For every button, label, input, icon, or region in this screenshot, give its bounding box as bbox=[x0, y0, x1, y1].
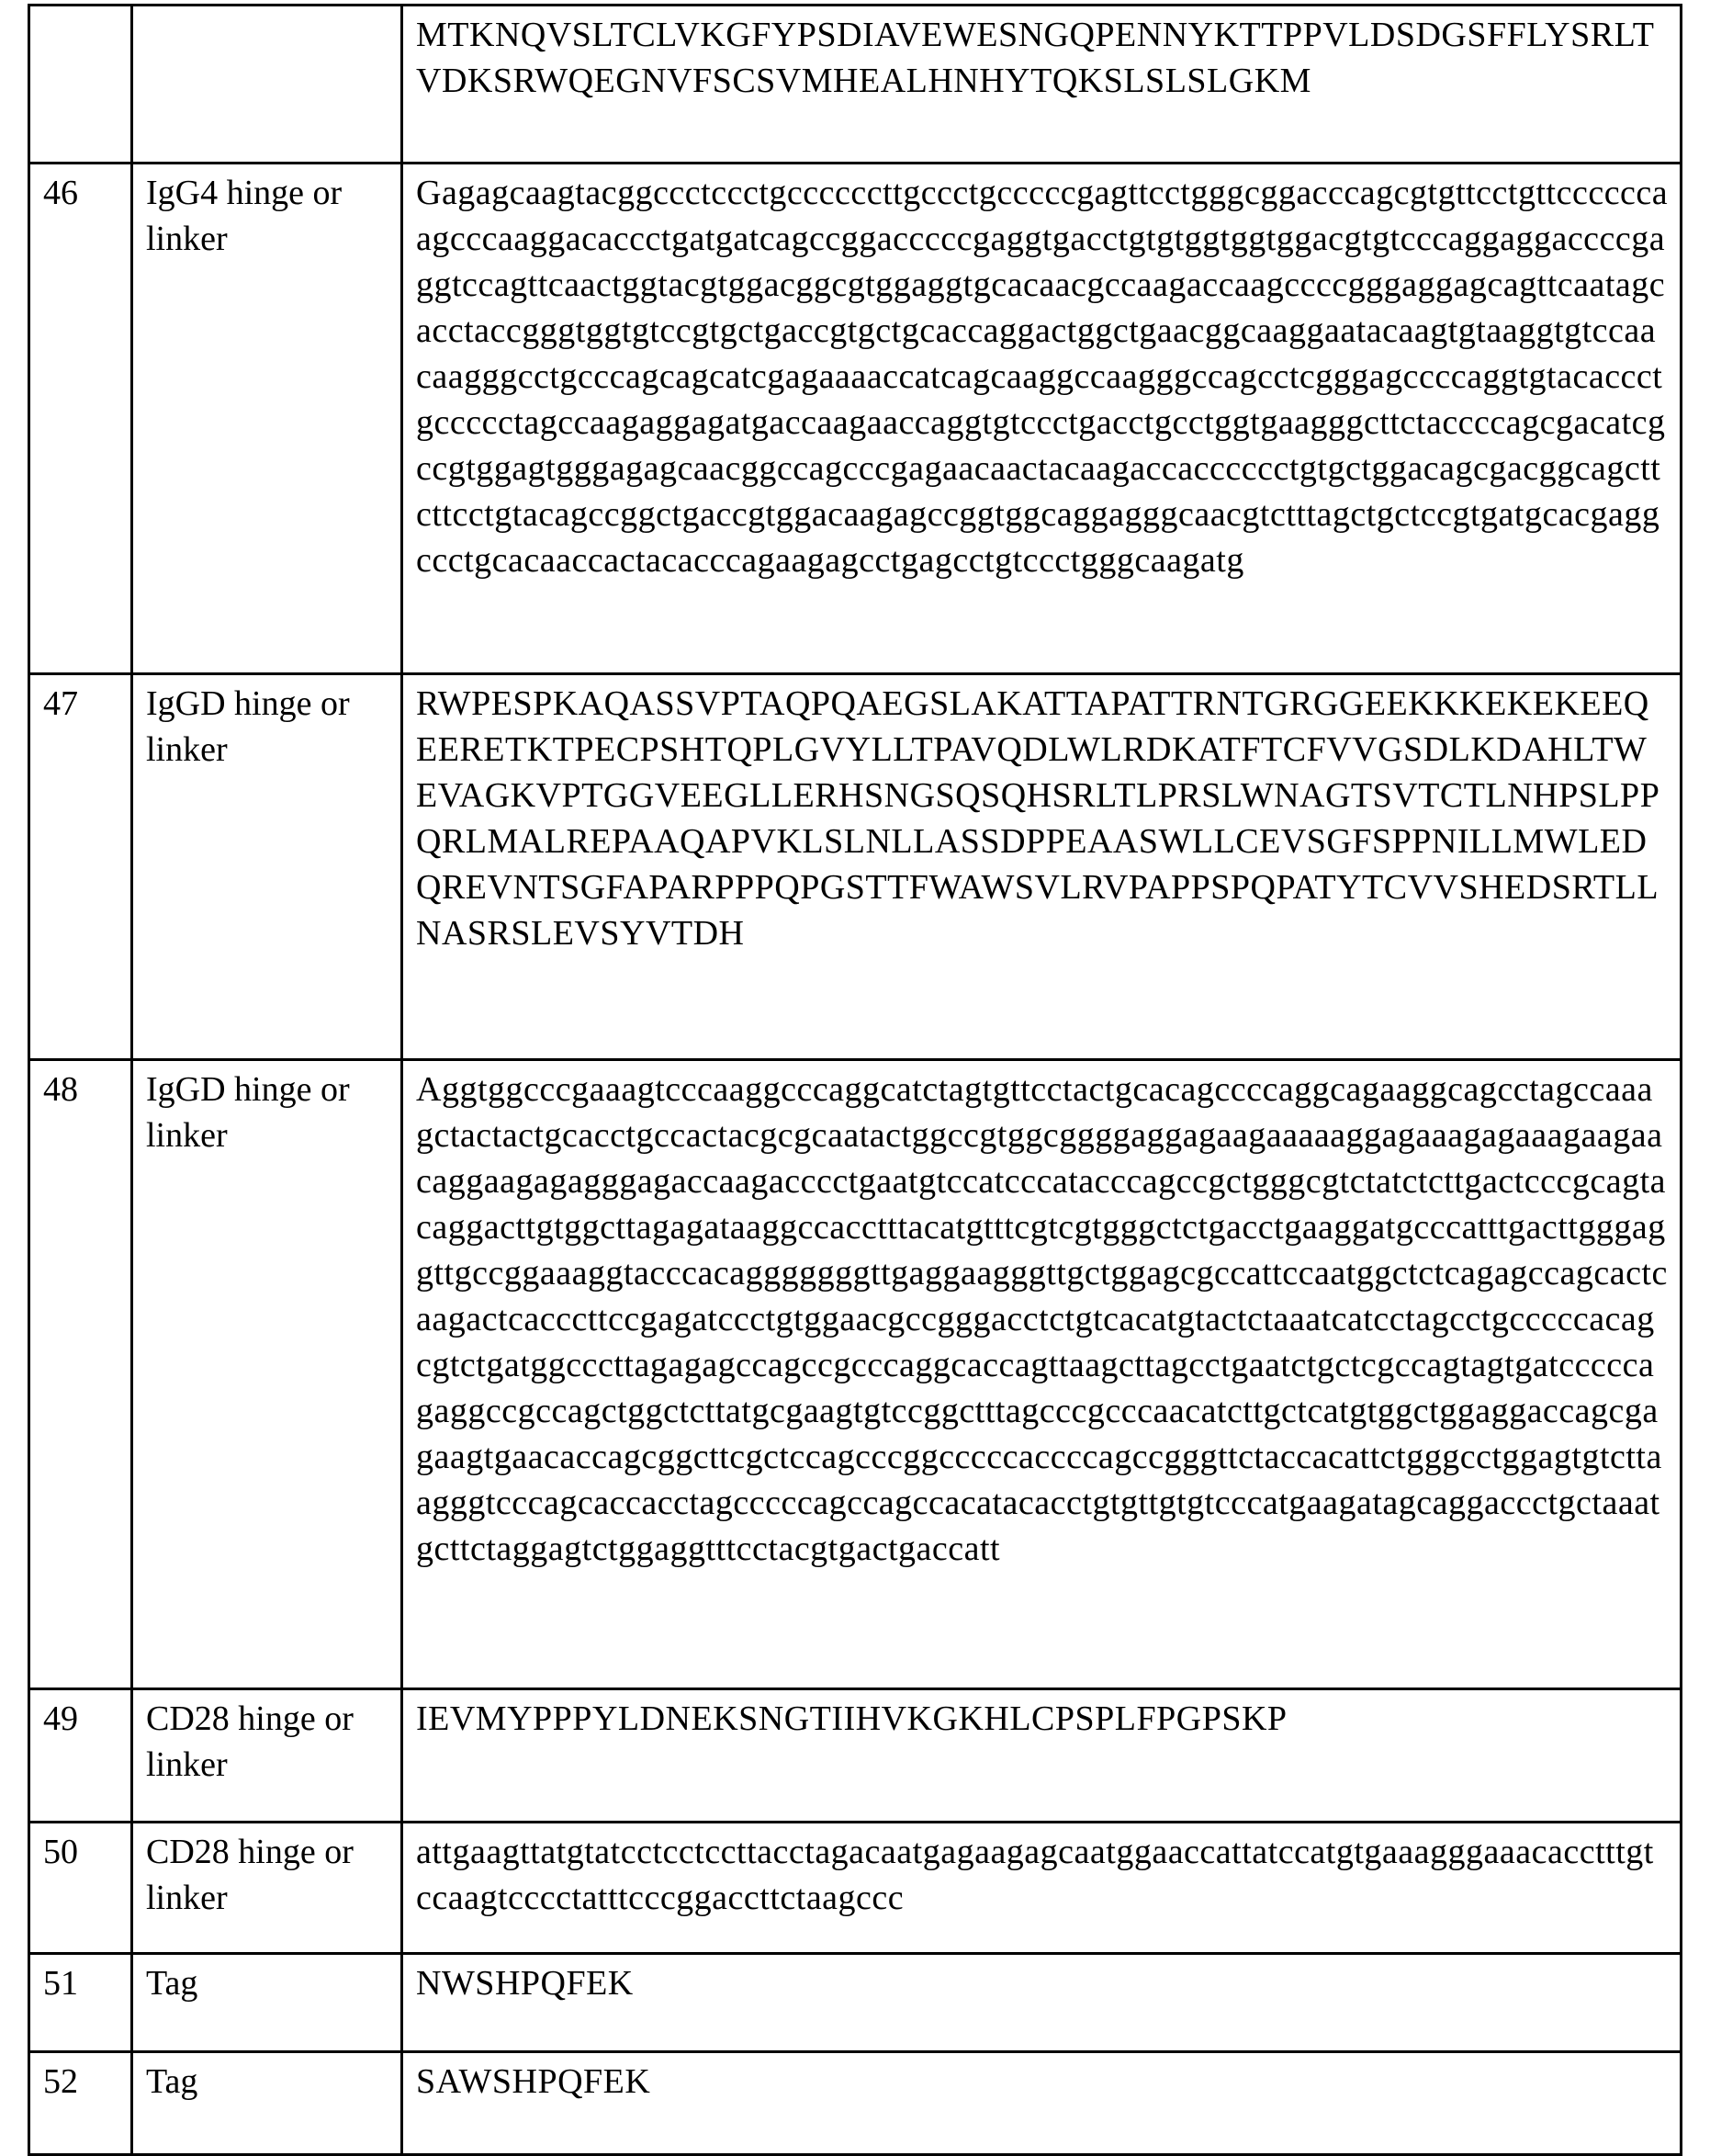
table-row bbox=[29, 164, 1682, 674]
label-cell: IgG4 hinge or linker bbox=[132, 164, 402, 674]
table-row bbox=[29, 1823, 1682, 1954]
table-row bbox=[29, 1954, 1682, 2052]
table-row bbox=[29, 6, 1682, 164]
label-cell: Tag bbox=[132, 1954, 402, 2052]
sequence-table bbox=[28, 4, 1682, 2156]
seq-id-cell: 46 bbox=[29, 164, 132, 674]
seq-id-cell: 48 bbox=[29, 1060, 132, 1689]
label-cell: IgGD hinge or linker bbox=[132, 1060, 402, 1689]
sequence-cell: IEVMYPPPYLDNEKSNGTIIHVKGKHLCPSPLFPGPSKP bbox=[402, 1689, 1682, 1823]
sequence-cell: MTKNQVSLTCLVKGFYPSDIAVEWESNGQPENNYKTTPPVLDSDGSFFLYSRLTVDKSRWQEGNVFSCSVMHEALHNHYTQKSLSLSLGKM bbox=[402, 6, 1682, 164]
sequence-cell: Gagagcaagtacggccctccctgccccccttgccctgcccccgagttcctgggcggacccagcgtgttcctgttccccccaagcccaaggacaccctgatgatcagccggacccccgaggtgacctgtgtggtggtggacgtgtcccaggaggaccccgaggtccagttcaactggtacgtggacggcgtggaggtgcacaacgccaagaccaagccccgggaggagcagttcaatagcacctaccgggtggtgtccgtgctgaccgtgctgcaccaggactggctgaacggcaaggaatacaagtgtaaggtgtccaacaagggcctgcccagcagcatcgagaaaaccatcagcaaggccaagggccagcctcgggagccccaggtgtacaccctgccccctagccaagaggagatgaccaagaaccaggtgtccctgacctgcctggtgaagggcttctaccccagcgacatcgccgtggagtgggagagcaacggccagcccgagaacaactacaagaccacccccctgtgctggacagcgacggcagcttcttcctgtacagccggctgaccgtggacaagagccggtggcaggagggcaacgtctttagctgctccgtgatgcacgaggccctgcacaaccactacacccagaagagcctgagcctgtccctgggcaagatg bbox=[402, 164, 1682, 674]
seq-id-cell: 52 bbox=[29, 2052, 132, 2155]
sequence-cell: attgaagttatgtatcctcctccttacctagacaatgagaagagcaatggaaccattatccatgtgaaagggaaacacctttgtccaagtcccctatttcccggaccttctaagccc bbox=[402, 1823, 1682, 1954]
label-cell bbox=[132, 6, 402, 164]
seq-id-cell: 51 bbox=[29, 1954, 132, 2052]
sequence-cell: Aggtggcccgaaagtcccaaggcccaggcatctagtgttcctactgcacagccccaggcagaaggcagcctagccaaagctactactgcacctgccactacgcgcaatactggccgtggcggggaggagaagaaaaaggagaaagagaaagaagaacaggaagagagggagaccaagacccctgaatgtccatcccatacccagccgctgggcgtctatctcttgactcccgcagtacaggacttgtggcttagagataaggccacctttacatgtttcgtcgtgggctctgacctgaaggatgcccatttgacttgggaggttgccggaaaggtacccacagggggggttgaggaagggttgctggagcgccattccaatggctctcagagccagcactcaagactcacccttccgagatccctgtggaacgccgggacctctgtcacatgtactctaaatcatcctagcctgcccccacagcgtctgatggcccttagagagccagccgcccaggcaccagttaagcttagcctgaatctgctcgccagtagtgatcccccagaggccgccagctggctcttatgcgaagtgtccggctttagcccgcccaacatcttgctcatgtggctggaggaccagcgagaagtgaacaccagcggcttcgctccagcccggcccccaccccagccgggttctaccacattctgggcctggagtgtcttaagggtcccagcaccacctagcccccagccagccacatacacctgtgttgtgtcccatgaagatagcaggaccctgctaaatgcttctaggagtctggaggtttcctacgtgactgaccatt bbox=[402, 1060, 1682, 1689]
seq-id-cell: 49 bbox=[29, 1689, 132, 1823]
table-row bbox=[29, 674, 1682, 1060]
sequence-cell: RWPESPKAQASSVPTAQPQAEGSLAKATTAPATTRNTGRGGEEKKKEKEKEEQEERETKTPECPSHTQPLGVYLLTPAVQDLWLRDKATFTCFVVGSDLKDAHLTWEVAGKVPTGGVEEGLLERHSNGSQSQHSRLTLPRSLWNAGTSVTCTLNHPSLPPQRLMALREPAAQAPVKLSLNLLASSDPPEAASWLLCEVSGFSPPNILLMWLEDQREVNTSGFAPARPPPQPGSTTFWAWSVLRVPAPPSPQPATYTCVVSHEDSRTLLNASRSLEVSYVTDH bbox=[402, 674, 1682, 1060]
seq-id-cell: 47 bbox=[29, 674, 132, 1060]
table-row bbox=[29, 1689, 1682, 1823]
seq-id-cell: 50 bbox=[29, 1823, 132, 1954]
label-cell: CD28 hinge or linker bbox=[132, 1823, 402, 1954]
sequence-cell: NWSHPQFEK bbox=[402, 1954, 1682, 2052]
table-row bbox=[29, 1060, 1682, 1689]
sequence-cell: SAWSHPQFEK bbox=[402, 2052, 1682, 2155]
label-cell: CD28 hinge or linker bbox=[132, 1689, 402, 1823]
seq-id-cell bbox=[29, 6, 132, 164]
label-cell: Tag bbox=[132, 2052, 402, 2155]
label-cell: IgGD hinge or linker bbox=[132, 674, 402, 1060]
table-row bbox=[29, 2052, 1682, 2155]
